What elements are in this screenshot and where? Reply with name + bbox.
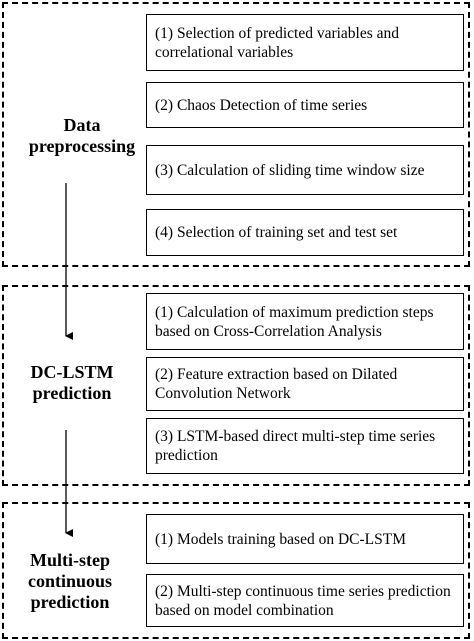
- step-text-line: (4) Selection of training set and test set: [155, 224, 398, 241]
- step-text-line: (3) Calculation of sliding time window size: [155, 161, 425, 179]
- stage-label-line: prediction: [32, 383, 112, 403]
- step-text-line: based on model combination: [155, 601, 334, 619]
- step-text-line: (2) Multi-step continuous time series prediction: [155, 582, 451, 600]
- stage-label-line: DC-LSTM: [30, 362, 114, 382]
- step-text-line: (2) Feature extraction based on Dilated: [155, 366, 398, 383]
- step-text-line: (1) Calculation of maximum prediction steps: [155, 303, 434, 321]
- stage-label-line: preprocessing: [28, 136, 136, 156]
- step-text-line: (1) Models training based on DC-LSTM: [155, 530, 406, 548]
- step-text-line: prediction: [155, 447, 218, 464]
- step-text-line: (3) LSTM-based direct multi-step time series: [155, 428, 436, 445]
- stage-label-line: prediction: [30, 592, 110, 612]
- step-text-line: (2) Chaos Detection of time series: [155, 96, 368, 114]
- step-text-line: Convolution Network: [155, 385, 291, 402]
- step-text-line: based on Cross-Correlation Analysis: [155, 322, 382, 340]
- step-text-line: (1) Selection of predicted variables and: [155, 24, 400, 42]
- stage-label-line: continuous: [27, 571, 113, 591]
- stage-label-line: Data: [63, 115, 101, 135]
- step-text-line: correlational variables: [155, 43, 294, 61]
- stage-label-line: Multi-step: [30, 550, 110, 570]
